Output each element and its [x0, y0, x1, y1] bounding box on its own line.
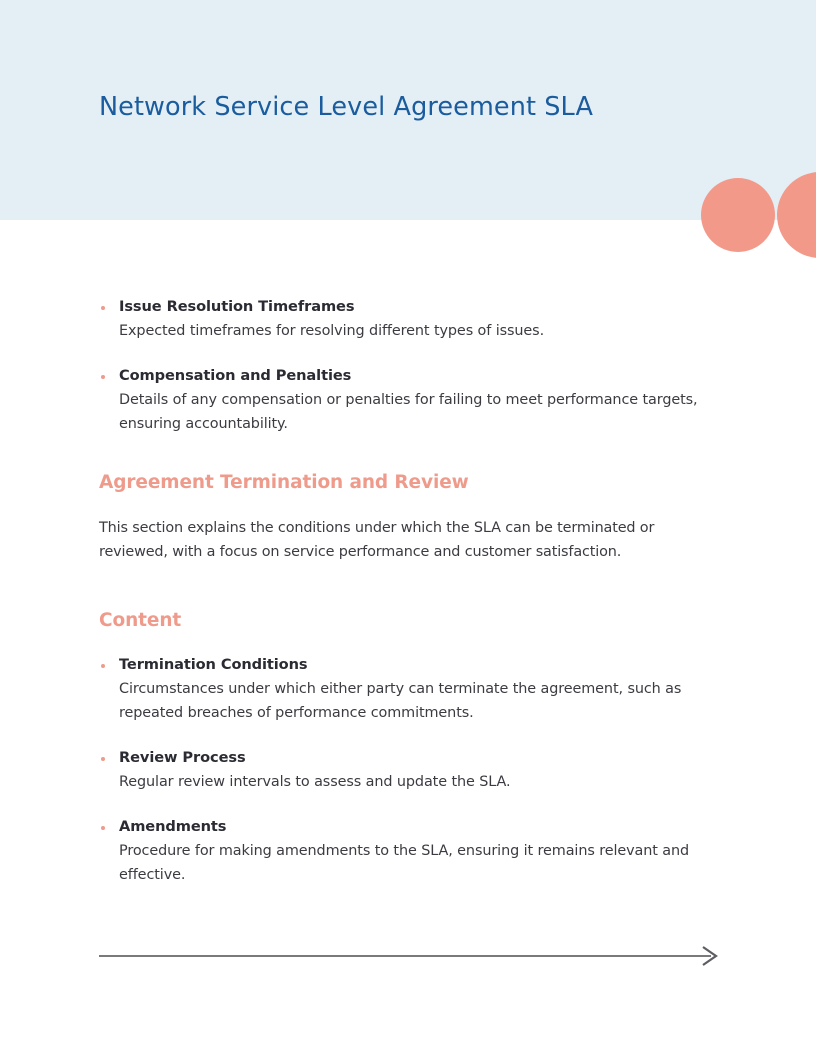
content-bullet-list [99, 654, 717, 887]
list-item [99, 296, 717, 343]
list-item-title: Compensation and Penalties [119, 367, 352, 384]
bullet-dot-icon [101, 306, 105, 310]
bullet-dot-icon [101, 757, 105, 761]
list-item-description: Circumstances under which either party can terminate the agreement, such as repeated breaches of performance commitments. [119, 681, 682, 721]
section-heading-termination: Agreement Termination and Review [99, 472, 469, 493]
bullet-dot-icon [101, 375, 105, 379]
list-item-description: Expected timeframes for resolving different types of issues. [119, 323, 545, 339]
list-item-title: Review Process [119, 749, 246, 766]
document-content [99, 296, 717, 909]
list-item-description: Details of any compensation or penalties for failing to meet performance targets, ensuring accountability. [119, 392, 698, 432]
list-item [99, 365, 717, 436]
bullet-dot-icon [101, 664, 105, 668]
list-item-description: Regular review intervals to assess and update the SLA. [119, 774, 511, 790]
arrow-right-icon [99, 940, 724, 972]
list-item [99, 654, 717, 725]
bullet-dot-icon [101, 826, 105, 830]
section-heading-content: Content [99, 610, 182, 631]
list-item-title: Issue Resolution Timeframes [119, 298, 355, 315]
footer-arrow-divider [99, 940, 724, 972]
list-item-description: Procedure for making amendments to the SLA, ensuring it remains relevant and effective. [119, 843, 690, 883]
list-item-title: Termination Conditions [119, 656, 308, 673]
section-paragraph-termination: This section explains the conditions under which the SLA can be terminated or reviewed, with a focus on service performance and customer satisfaction. [99, 520, 655, 560]
list-item-title: Amendments [119, 818, 227, 835]
list-item [99, 816, 717, 887]
list-item [99, 747, 717, 794]
page-title: Network Service Level Agreement SLA [99, 92, 593, 122]
